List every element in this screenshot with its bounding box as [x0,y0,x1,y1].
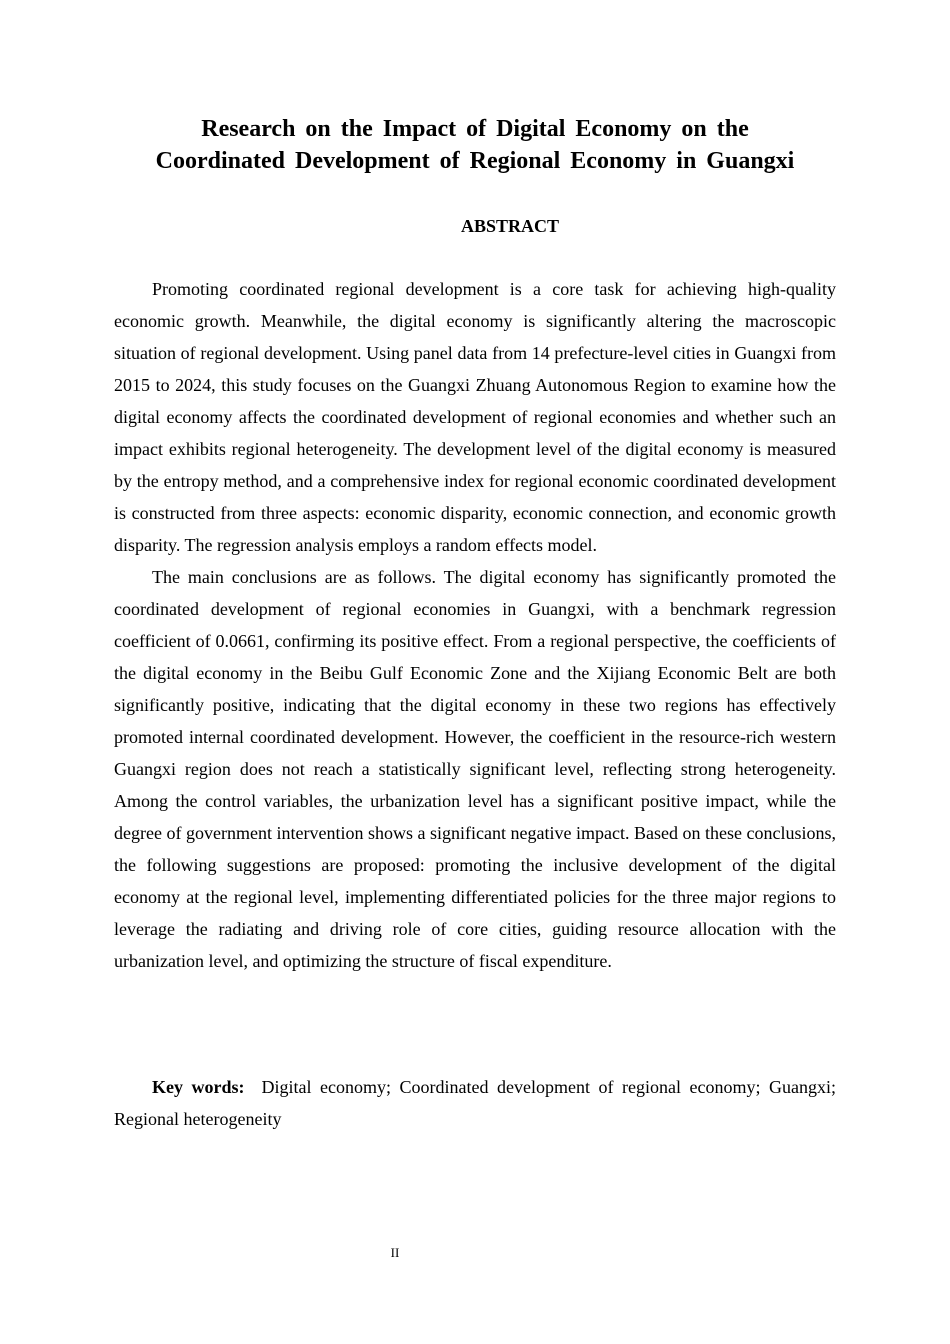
abstract-heading: ABSTRACT [460,216,560,236]
keywords-text: Digital economy; Coordinated development of regional economy; Guangxi; Regional heterogeneity [114,1077,836,1129]
page-number: II [390,1245,400,1260]
keywords-line [114,1071,836,1135]
title-line-1: Research on the Impact of Digital Economy on the [201,116,749,142]
paper-title [114,113,836,177]
title-line-2: Coordinated Development of Regional Economy in Guangxi [155,148,795,174]
abstract-paragraph-1: Promoting coordinated regional development is a core task for achieving high-quality economic growth. Meanwhile, the digital economy is significantly altering the macroscopic situation of regional development. Using panel data from 14 prefecture-level cities in Guangxi from 2015 to 2024, this study focuses on the Guangxi Zhuang Autonomous Region to examine how the digital economy affects the coordinated development of regional economies and whether such an impact exhibits regional heterogeneity. The development level of the digital economy is measured by the entropy method, and a comprehensive index for regional economic coordinated development is constructed from three aspects: economic disparity, economic connection, and economic growth disparity. The regression analysis employs a random effects model. [114,279,836,555]
abstract-body [114,273,836,977]
abstract-paragraph-2: The main conclusions are as follows. The digital economy has significantly promoted the coordinated development of regional economies in Guangxi, with a benchmark regression coefficient of 0.0661, confirming its positive effect. From a regional perspective, the coefficients of the digital economy in the Beibu Gulf Economic Zone and the Xijiang Economic Belt are both significantly positive, indicating that the digital economy in these two regions has effectively promoted internal coordinated development. However, the coefficient in the resource-rich western Guangxi region does not reach a statistically significant level, reflecting strong heterogeneity. Among the control variables, the urbanization level has a significant positive impact, while the degree of government intervention shows a significant negative impact. Based on these conclusions, the following suggestions are proposed: promoting the inclusive development of the digital economy at the regional level, implementing differentiated policies for the three major regions to leverage the radiating and driving role of core cities, guiding resource allocation with the urbanization level, and optimizing the structure of fiscal expenditure. [114,567,836,971]
keywords-label: Key words: [152,1077,245,1097]
